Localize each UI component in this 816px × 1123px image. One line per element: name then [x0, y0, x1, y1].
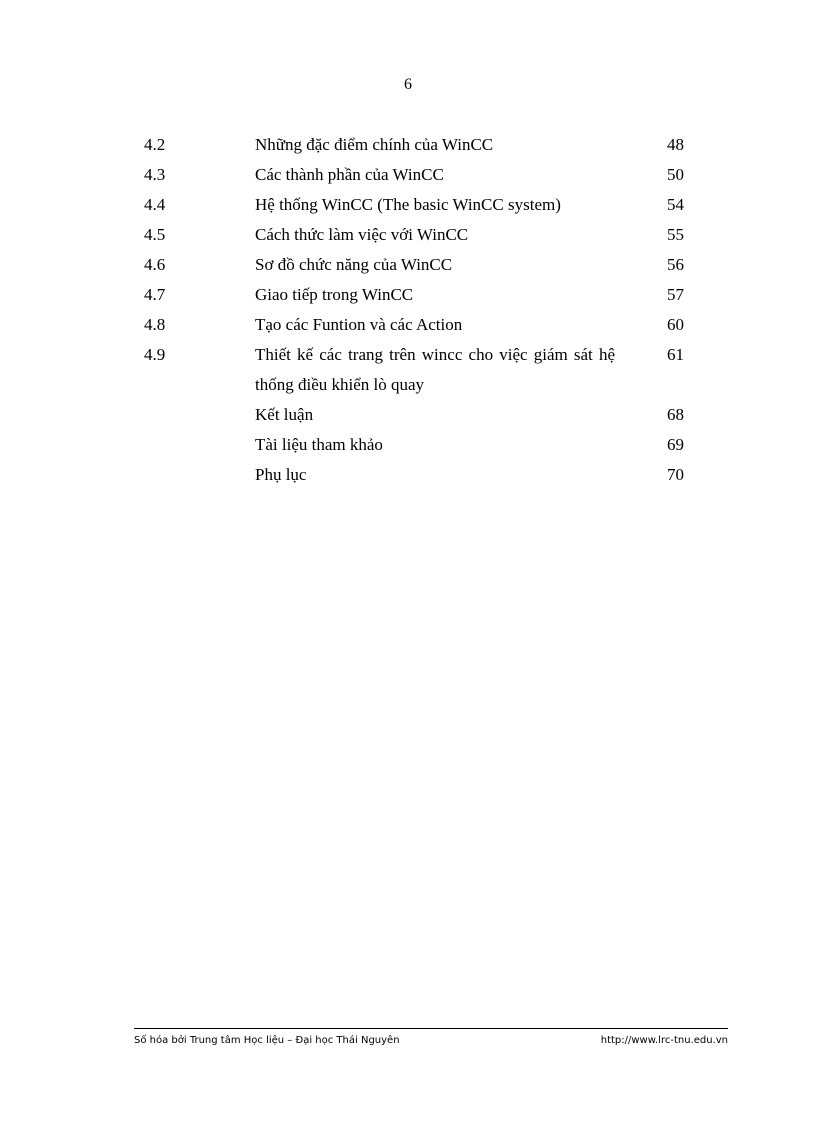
toc-page-number: 48	[667, 135, 684, 154]
toc-page-number: 57	[667, 285, 684, 304]
footer-url: http://www.lrc-tnu.edu.vn	[600, 1035, 728, 1046]
toc-page-number: 61	[667, 345, 684, 364]
toc-entry-title: Hệ thống WinCC (The basic WinCC system)	[255, 195, 561, 214]
toc-section-number: 4.2	[144, 135, 166, 154]
page-number: 6	[404, 76, 412, 93]
toc-entry-title: Cách thức làm việc với WinCC	[255, 225, 469, 244]
toc-section-number: 4.9	[144, 345, 166, 364]
toc-row-4-6	[144, 250, 684, 280]
toc-page-number: 68	[667, 405, 684, 424]
toc-section-number: 4.3	[144, 165, 166, 184]
toc-section-number: 4.7	[144, 285, 166, 304]
toc-entry-title: Những đặc điểm chính của WinCC	[255, 135, 494, 154]
toc-page-number: 60	[667, 315, 684, 334]
toc-entry-title: Sơ đồ chức năng của WinCC	[255, 255, 453, 274]
toc-entry-title: Tạo các Funtion và các Action	[255, 315, 463, 334]
toc-section-number: 4.5	[144, 225, 166, 244]
toc-section-number: 4.6	[144, 255, 166, 274]
footer-divider	[134, 1028, 728, 1029]
footer-digitized-by: Số hóa bởi Trung tâm Học liệu – Đại học Thái Nguyên	[134, 1035, 400, 1046]
toc-page-number: 50	[667, 165, 684, 184]
table-of-contents	[144, 130, 684, 490]
toc-row-4-3	[144, 160, 684, 190]
toc-row-4-2	[144, 130, 684, 160]
toc-row-4-9	[144, 340, 684, 400]
toc-row-tai-lieu-tham-khao	[144, 430, 684, 460]
toc-entry-title: Các thành phần của WinCC	[255, 165, 444, 184]
toc-section-number: 4.8	[144, 315, 166, 334]
toc-row-4-4	[144, 190, 684, 220]
toc-row-4-5	[144, 220, 684, 250]
toc-entry-title: Kết luận	[255, 405, 314, 424]
toc-page-number: 56	[667, 255, 684, 274]
toc-row-phu-luc	[144, 460, 684, 490]
toc-row-4-7	[144, 280, 684, 310]
page-footer	[134, 1035, 728, 1046]
toc-entry-title: Phụ lục	[255, 465, 307, 484]
toc-page-number: 55	[667, 225, 684, 244]
toc-row-4-8	[144, 310, 684, 340]
toc-row-ket-luan	[144, 400, 684, 430]
toc-entry-title: Thiết kế các trang trên wincc cho việc giám sát hệ thống điều khiển lò quay	[255, 345, 615, 394]
toc-page-number: 69	[667, 435, 684, 454]
toc-page-number: 70	[667, 465, 684, 484]
toc-entry-title: Tài liệu tham khảo	[255, 435, 383, 454]
toc-section-number: 4.4	[144, 195, 166, 214]
toc-page-number: 54	[667, 195, 684, 214]
toc-entry-title: Giao tiếp trong WinCC	[255, 285, 414, 304]
